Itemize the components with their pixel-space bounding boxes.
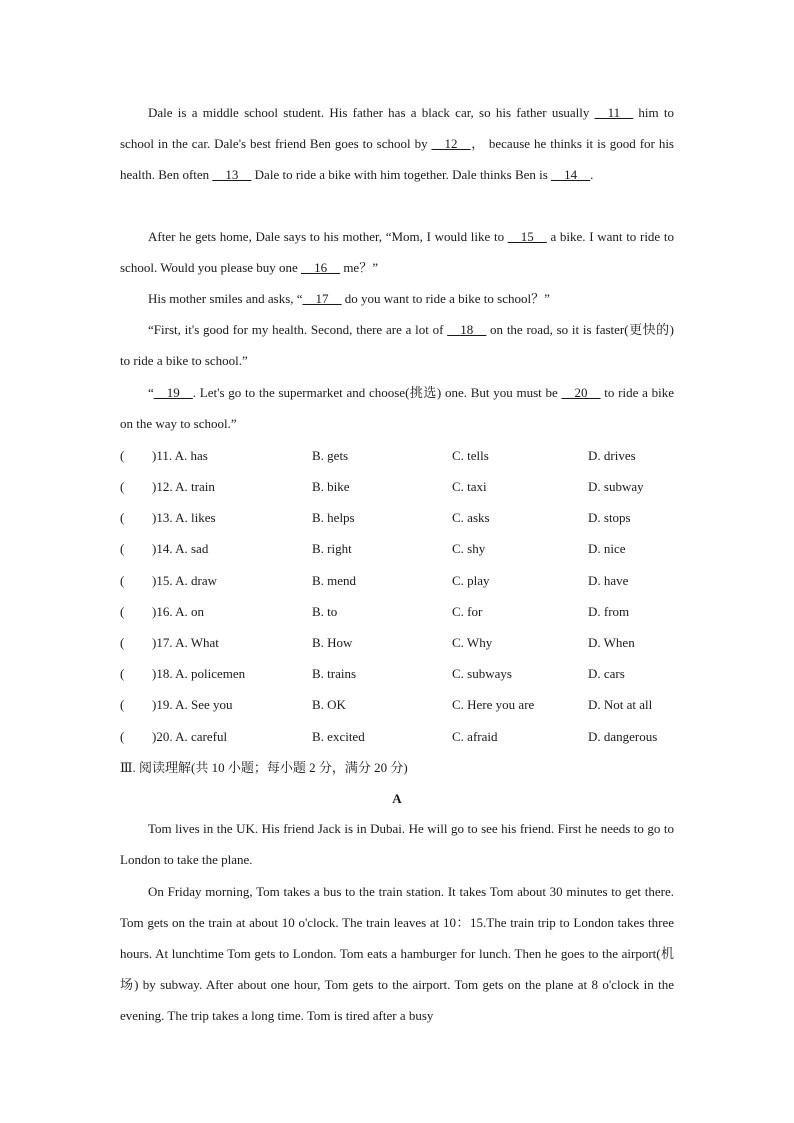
text-span: ， because he thinks it is good for his health. Ben often [120,136,674,182]
text-span: to ride a bike on the way to school.” [120,385,674,431]
option-d: D. dangerous [588,729,658,744]
cloze-paragraph-5 [120,377,674,439]
answer-paren[interactable]: ( [120,479,125,494]
answer-paren[interactable]: ( [120,604,125,619]
option-a: )18. A. policemen [152,666,246,681]
cloze-paragraph-3 [120,283,674,314]
question-row [120,539,680,559]
text-span: a bike. I want to ride to school. Would you please buy one [120,229,674,275]
option-d: D. When [588,635,635,650]
question-row [120,727,680,747]
answer-paren[interactable]: ( [120,729,125,744]
question-row [120,446,680,466]
option-a: )12. A. train [152,479,215,494]
option-d: D. subway [588,479,644,494]
text-span: Dale to ride a bike with him together. Dale thinks Ben is [251,167,552,182]
option-d: D. from [588,604,630,619]
blank-17: __17__ [302,291,342,306]
cloze-paragraph-4 [120,314,674,376]
option-b: B. gets [312,448,349,463]
option-d: D. nice [588,541,626,556]
text-span: . [590,167,594,182]
text-span: “ [148,385,154,400]
question-row [120,664,680,684]
answer-paren[interactable]: ( [120,635,125,650]
option-c: C. play [452,573,490,588]
option-d: D. stops [588,510,631,525]
option-a: )13. A. likes [152,510,216,525]
answer-paren[interactable]: ( [120,510,125,525]
question-row [120,477,680,497]
option-b: B. excited [312,729,365,744]
option-b: B. bike [312,479,350,494]
text-span: . Let's go to the supermarket and choose(挑选) one. But you must be [192,385,562,400]
option-c: C. shy [452,541,486,556]
blank-15: __15__ [507,229,547,244]
text-span: him to school in the car. Dale's best friend Ben goes to school by [120,105,674,151]
reading-paragraph-2: On Friday morning, Tom takes a bus to the train station. It takes Tom about 30 minutes to get there. Tom gets on the train at about 10 o'clock. The train leaves at 10：15.The train trip to London takes three hours. At lunchtime Tom gets to London. Tom eats a hamburger for lunch. Then he goes to the airport(机场) by subway. After about one hour, Tom gets to the airport. Tom gets on the plane at 8 o'clock in the evening. The trip takes a long time. Tom is tired after a busy [120,884,674,1023]
answer-paren[interactable]: ( [120,573,125,588]
option-a: )19. A. See you [152,697,233,712]
question-row [120,633,680,653]
option-b: B. trains [312,666,357,681]
text-span: His mother smiles and asks, “ [148,291,303,306]
text-span: do you want to ride a bike to school？” [341,291,550,306]
answer-paren[interactable]: ( [120,448,125,463]
option-c: C. subways [452,666,512,681]
option-a: )11. A. has [152,448,208,463]
blank-18: __18__ [447,322,487,337]
text-span: After he gets home, Dale says to his mother, “Mom, I would like to [148,229,508,244]
option-d: D. cars [588,666,625,681]
question-row [120,571,680,591]
option-c: C. for [452,604,483,619]
option-c: C. Why [452,635,493,650]
question-row [120,508,680,528]
option-c: C. taxi [452,479,487,494]
option-b: B. to [312,604,338,619]
option-d: D. Not at all [588,697,653,712]
question-row [120,602,680,622]
answer-paren[interactable]: ( [120,666,125,681]
option-c: C. afraid [452,729,498,744]
blank-20: __20__ [561,385,601,400]
option-a: )15. A. draw [152,573,217,588]
text-span: on the road, so it is faster(更快的) to ride a bike to school.” [120,322,674,368]
text-span: Dale is a middle school student. His father has a black car, so his father usually [148,105,595,120]
option-c: C. tells [452,448,489,463]
reading-paragraph-1: Tom lives in the UK. His friend Jack is in Dubai. He will go to see his friend. First he needs to go to London to take the plane. [120,821,674,867]
option-d: D. drives [588,448,636,463]
question-row [120,695,680,715]
section-heading: Ⅲ. 阅读理解(共 10 小题；每小题 2 分，满分 20 分) [120,760,408,775]
answer-paren[interactable]: ( [120,541,125,556]
option-b: B. helps [312,510,355,525]
answer-paren[interactable]: ( [120,697,125,712]
blank-14: __14__ [551,167,591,182]
option-a: )16. A. on [152,604,204,619]
option-d: D. have [588,573,629,588]
text-span: me？” [340,260,378,275]
blank-13: __13__ [212,167,252,182]
option-a: )20. A. careful [152,729,228,744]
option-b: B. How [312,635,353,650]
blank-11: __11__ [594,105,634,120]
option-b: B. right [312,541,352,556]
text-span: “First, it's good for my health. Second, there are a lot of [148,322,448,337]
option-c: C. Here you are [452,697,535,712]
option-a: )14. A. sad [152,541,209,556]
blank-12: __12__ [431,136,471,151]
option-c: C. asks [452,510,490,525]
passage-label: A [392,791,402,806]
blank-16: __16__ [301,260,341,275]
blank-19: __19__ [153,385,193,400]
option-b: B. OK [312,697,346,712]
cloze-paragraph-2 [120,221,674,283]
cloze-paragraph-1 [120,97,674,190]
option-b: B. mend [312,573,357,588]
option-a: )17. A. What [152,635,219,650]
